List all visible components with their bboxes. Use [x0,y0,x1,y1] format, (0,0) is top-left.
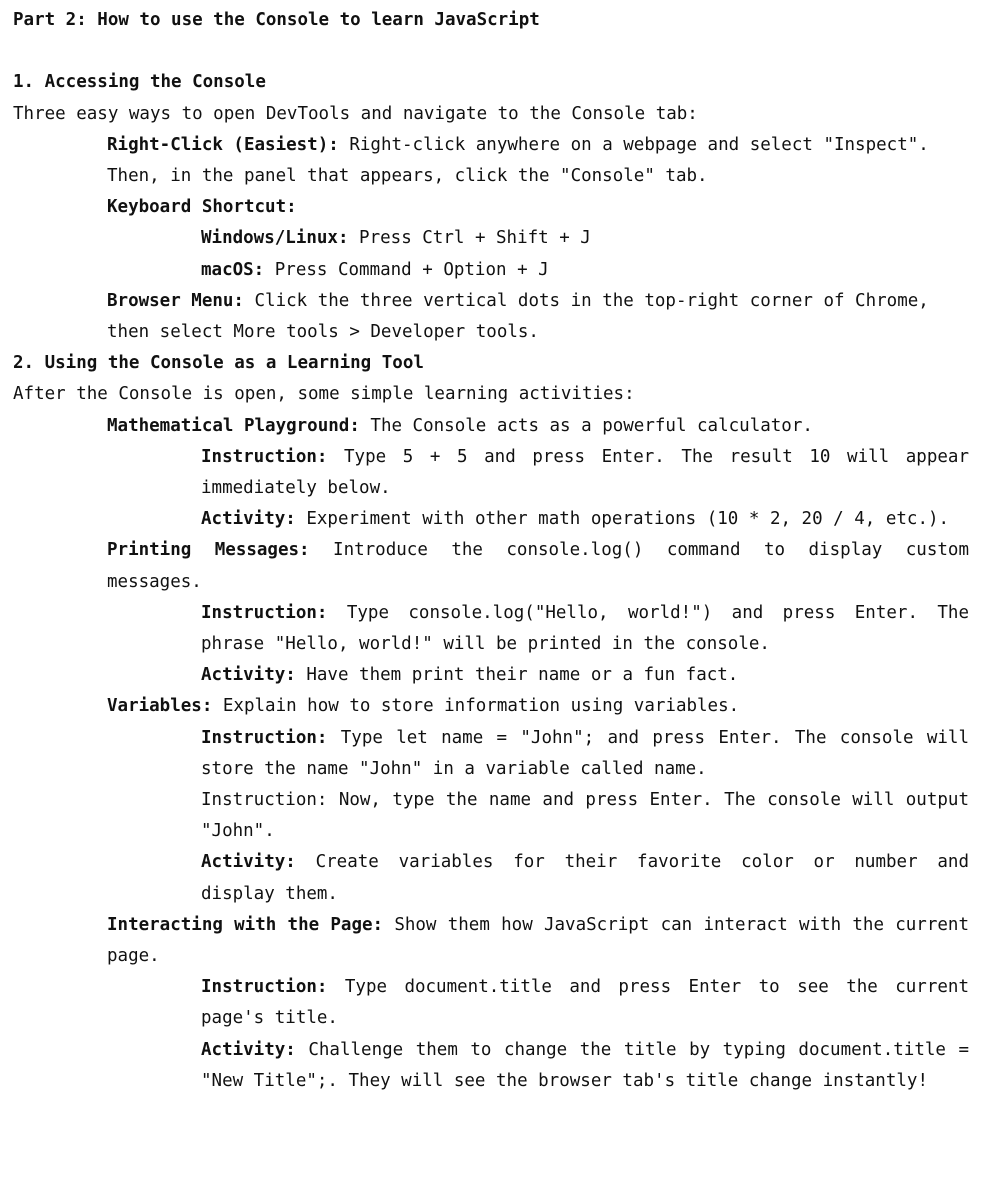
activity-label: Interacting with the Page: [107,914,384,935]
activity-text: Explain how to store information using variables. [212,696,740,717]
print-activity [13,660,969,691]
spacer [13,36,969,67]
activity-printing-messages [13,535,969,597]
page-instruction [13,972,969,1034]
activity-sub-label: Activity: [201,665,296,686]
method-keyboard-shortcut: Keyboard Shortcut: [107,197,297,218]
instruction-text: Type console.log("Hello, world!") and press Enter. The phrase "Hello, world!" will be printed in the console. [201,602,969,655]
activity-sub-label: Activity: [201,509,296,530]
method-text: Click the three vertical dots in the top-right corner of Chrome, then select More tools > Developer tools. [107,290,929,343]
shortcut-label: Windows/Linux: [201,228,349,249]
activity-label: Mathematical Playground: [107,415,360,436]
method-text: Right-click anywhere on a webpage and select "Inspect". Then, in the panel that appears, click the "Console" tab. [107,134,929,186]
var-activity [13,847,969,909]
section-intro-learning-tool: After the Console is open, some simple learning activities: [13,384,635,405]
method-right-click [13,130,969,192]
shortcut-macos [13,255,969,286]
section-intro-accessing: Three easy ways to open DevTools and navigate to the Console tab: [13,103,698,124]
instruction-text: Type 5 + 5 and press Enter. The result 10 will appear immediately below. [201,446,969,499]
activity-label: Variables: [107,696,213,717]
method-browser-menu [13,286,969,348]
shortcut-label: macOS: [201,259,265,280]
instruction-label: Instruction: [201,977,328,998]
var-instruction-2: Instruction: Now, type the name and press Enter. The console will output "John". [201,790,969,842]
activity-interacting-page [13,910,969,972]
method-label: Right-Click (Easiest): [107,134,339,155]
instruction-label: Instruction: [201,602,328,623]
print-instruction [13,598,969,660]
activity-text: The Console acts as a powerful calculator. [359,415,813,436]
activity-label: Printing Messages: [107,540,310,561]
page-activity [13,1035,969,1097]
var-instruction [13,723,969,785]
page-title: Part 2: How to use the Console to learn JavaScript [13,10,540,30]
activity-math-playground [13,411,969,442]
document [13,5,969,1097]
section-heading-accessing: 1. Accessing the Console [13,72,266,93]
math-activity [13,504,969,535]
math-instruction [13,442,969,504]
activity-sub-text: Challenge them to change the title by typing document.title = "New Title";. They will see the browser tab's title change instantly! [201,1039,969,1091]
activity-text: Introduce the console.log() command to display custom messages. [107,540,969,592]
instruction-label: Instruction: [201,446,328,467]
activity-text: Show them how JavaScript can interact with the current page. [107,914,969,967]
activity-sub-text: Have them print their name or a fun fact. [295,665,739,686]
method-label: Browser Menu: [107,290,244,311]
shortcut-text: Press Ctrl + Shift + J [348,228,591,249]
activity-sub-label: Activity: [201,852,296,873]
instruction-text: Type let name = "John"; and press Enter. The console will store the name "John" in a variable called name. [201,727,969,779]
shortcut-text: Press Command + Option + J [264,259,549,280]
section-heading-learning-tool: 2. Using the Console as a Learning Tool [13,353,424,374]
instruction-label: Instruction: [201,727,328,748]
activity-sub-text: Experiment with other math operations (10 * 2, 20 / 4, etc.). [295,509,950,530]
activity-variables [13,691,969,722]
activity-sub-text: Create variables for their favorite color or number and display them. [201,852,969,904]
activity-sub-label: Activity: [201,1039,296,1060]
instruction-text: Type document.title and press Enter to see the current page's title. [201,977,969,1029]
shortcut-windows-linux [13,223,969,254]
